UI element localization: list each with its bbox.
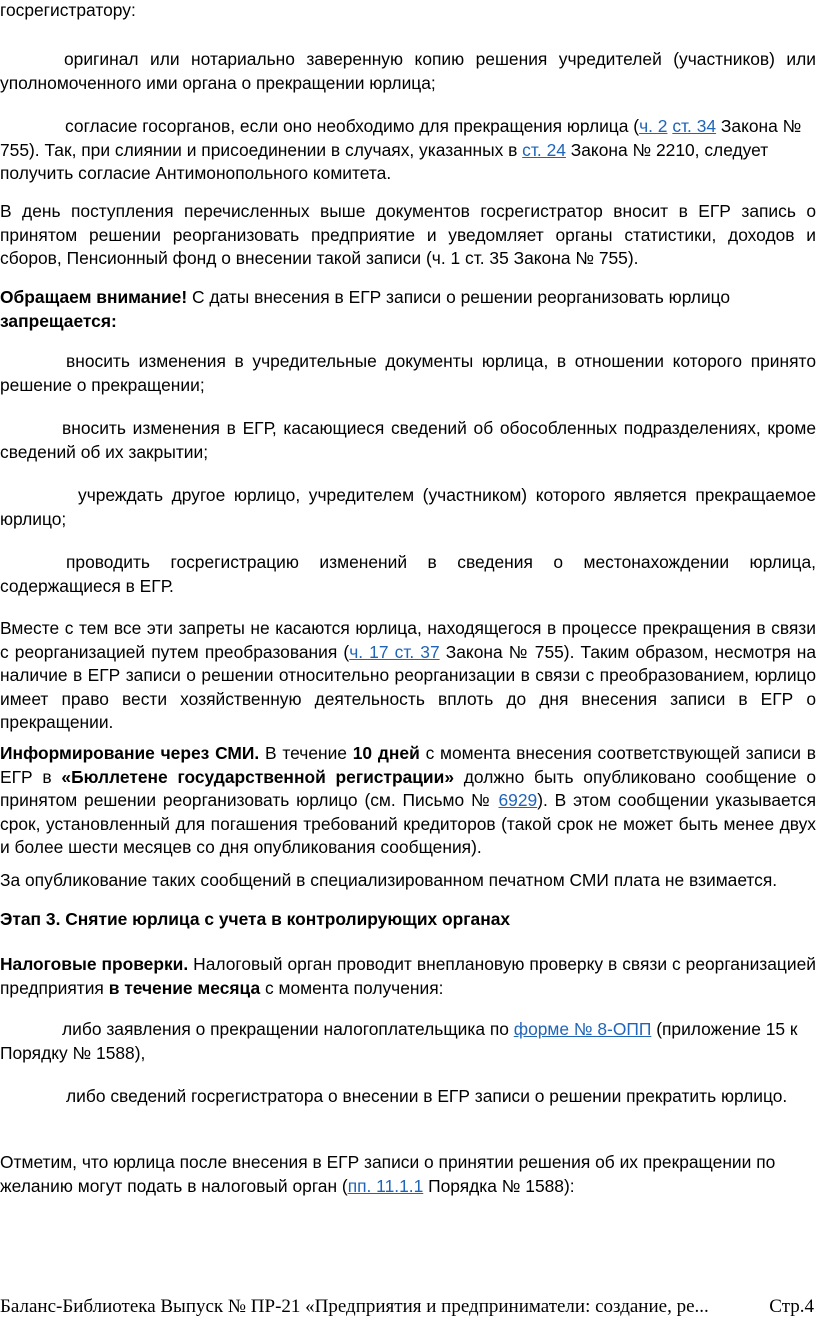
- page-number: Стр.4: [769, 1296, 814, 1317]
- page-footer: [0, 1295, 816, 1319]
- link-part-2[interactable]: ч. 2: [639, 116, 668, 136]
- paragraph-note-submit: Отметим, что юрлица после внесения в ЕГР записи о принятии решения об их прекращении по желанию могут подать в налоговый орган (пп. 11.1.1 Порядка № 1588):: [0, 1152, 776, 1196]
- list-item-ban-charter: вносить изменения в учредительные документы юрлица, в отношении которого принято решение о прекращении;: [0, 351, 816, 395]
- paragraph-tax-audits: Налоговые проверки. Налоговый орган проводит внеплановую проверку в связи с реорганизацией предприятия в течение месяца с момента получения:: [0, 954, 816, 998]
- list-item-ban-found: учреждать другое юрлицо, учредителем (участником) которого является прекращаемое юрлицо;: [0, 485, 816, 529]
- paragraph-intro: госрегистратору:: [0, 0, 136, 20]
- paragraph-transformation: Вместе с тем все эти запреты не касаются юрлица, находящегося в процессе прекращения в связи с реорганизацией путем преобразования (ч. 17 ст. 37 Закона № 755). Таким образом, несмотря на наличие в ЕГР записи о решении относительно реорганизации в связи с преобразованием, юрлицо имеет право вести хозяйственную деятельность вплоть до дня внесения записи в ЕГР о прекращении.: [0, 618, 816, 733]
- list-item-termination-application: либо заявления о прекращении налогоплательщика по форме № 8-ОПП (приложение 15 к Порядку № 1588),: [0, 1019, 798, 1063]
- link-article-34[interactable]: ст. 34: [672, 116, 717, 136]
- link-part-17-article-37[interactable]: ч. 17 ст. 37: [349, 641, 440, 662]
- footer-title: Баланс-Библиотека Выпуск № ПР-21 «Предприятия и предприниматели: создание, ре...: [0, 1296, 709, 1317]
- list-item-original-decision: оригинал или нотариально заверенную копию решения учредителей (участников) или уполномоченного ими органа о прекращении юрлица;: [0, 49, 816, 93]
- link-article-24[interactable]: ст. 24: [522, 139, 566, 160]
- link-subparagraph-11-1-1[interactable]: пп. 11.1.1: [347, 1175, 424, 1196]
- list-item-registrar-info: либо сведений госрегистратора о внесении в ЕГР записи о решении прекратить юрлицо.: [66, 1086, 788, 1106]
- link-form-8-opp[interactable]: форме № 8-ОПП: [513, 1019, 652, 1039]
- list-item-ban-egr: вносить изменения в ЕГР, касающиеся сведений об обособленных подразделениях, кроме сведений об их закрытии;: [0, 418, 816, 462]
- list-item-state-consent: согласие госорганов, если оно необходимо для прекращения юрлица (ч. 2 ст. 34 Закона № 755). Так, при слиянии и присоединении в случаях, указанных в ст. 24 Закона № 2210, следует получить согласие Антимонопольного комитета.: [0, 116, 802, 184]
- paragraph-media: Информирование через СМИ. В течение 10 дней с момента внесения соответствующей записи в ЕГР в «Бюллетене государственной регистрации» должно быть опубликовано сообщение о принятом решении реорганизовать юрлицо (см. Письмо № 6929). В этом сообщении указывается срок, установленный для погашения требований кредиторов (такой срок не может быть менее двух и более шести месяцев со дня опубликования сообщения).: [0, 743, 816, 858]
- paragraph-attention: Обращаем внимание! С даты внесения в ЕГР записи о решении реорганизовать юрлицо запрещается:: [0, 287, 731, 331]
- section-heading-stage-3: Этап 3. Снятие юрлица с учета в контролирующих органах: [0, 909, 511, 929]
- list-item-ban-location: проводить госрегистрацию изменений в сведения о местонахождении юрлица, содержащиеся в ЕГР.: [0, 552, 816, 596]
- paragraph-free-publication: За опубликование таких сообщений в специализированном печатном СМИ плата не взимается.: [0, 870, 778, 890]
- link-letter-6929[interactable]: 6929: [498, 790, 538, 811]
- paragraph-registration-day: В день поступления перечисленных выше документов госрегистратор вносит в ЕГР запись о принятом решении реорганизовать предприятие и уведомляет органы статистики, доходов и сборов, Пенсионный фонд о внесении такой записи (ч. 1 ст. 35 Закона № 755).: [0, 201, 816, 269]
